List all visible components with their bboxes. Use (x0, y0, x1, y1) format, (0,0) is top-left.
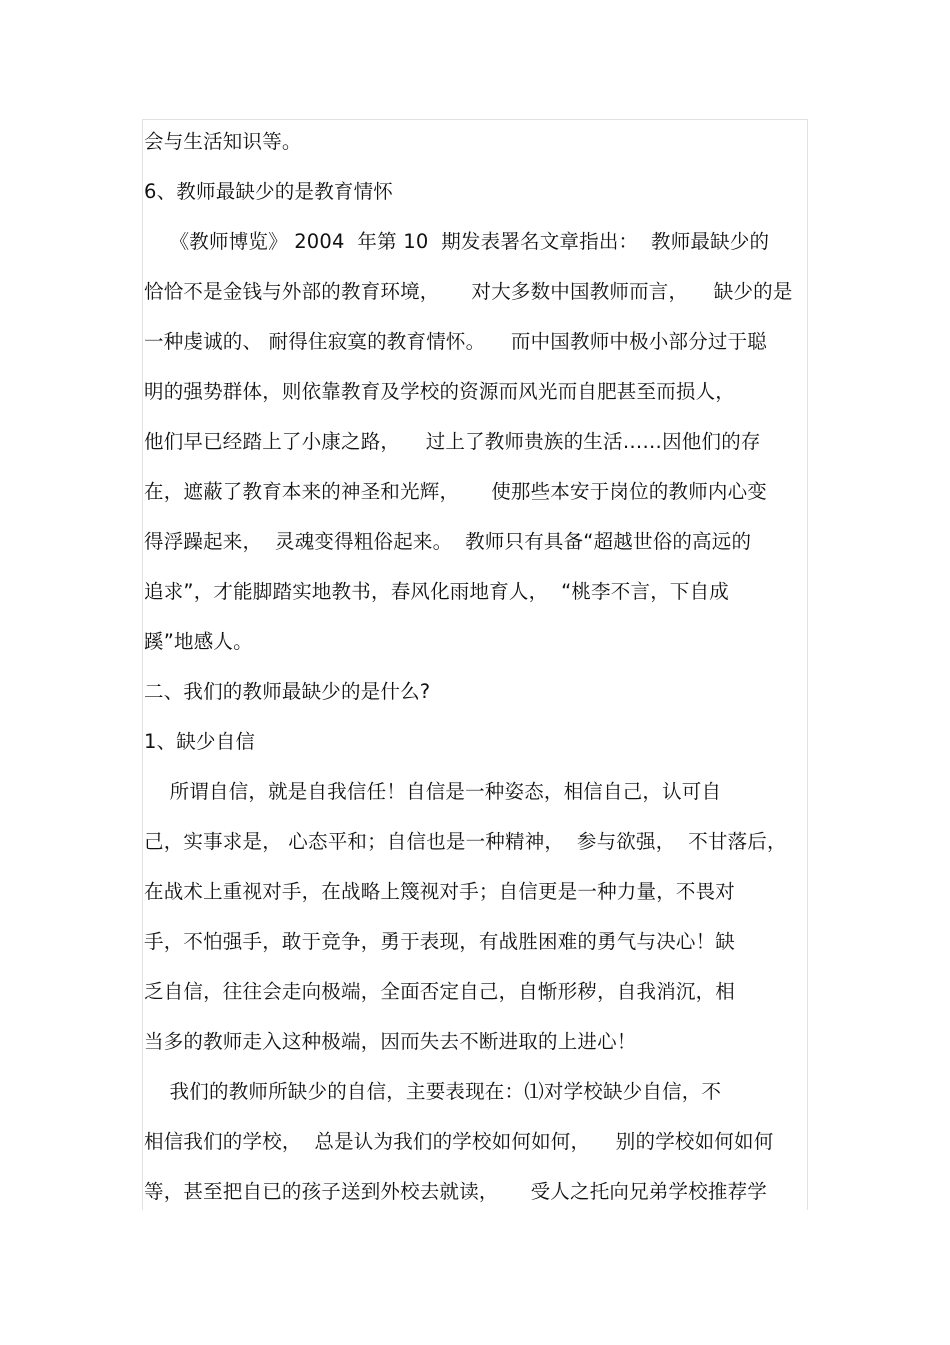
text-line: 他们早已经踏上了小康之路， 过上了教师贵族的生活……因他们的存 (144, 430, 761, 453)
section-heading: 6、教师最缺少的是教育情怀 (144, 180, 394, 203)
text-line: 《教师博览》 2004 年第 10 期发表署名文章指出： 教师最缺少的 (144, 230, 770, 253)
text-line: 会与生活知识等。 (144, 130, 302, 153)
text-line: 一种虔诚的、 耐得住寂寞的教育情怀。 而中国教师中极小部分过于聪 (144, 330, 767, 353)
section-heading: 二、我们的教师最缺少的是什么? (144, 680, 431, 703)
text-line: 手，不怕强手，敢于竞争，勇于表现，有战胜困难的勇气与决心！缺 (144, 930, 736, 953)
text-line: 恰恰不是金钱与外部的教育环境， 对大多数中国教师而言， 缺少的是 (144, 280, 793, 303)
section-heading: 1、缺少自信 (144, 730, 256, 753)
text-line: 追求”，才能脚踏实地教书，春风化雨地育人， “桃李不言，下自成 (144, 580, 730, 603)
text-line: 得浮躁起来， 灵魂变得粗俗起来。 教师只有具备“超越世俗的高远的 (144, 530, 752, 553)
text-line: 等，甚至把自已的孩子送到外校去就读， 受人之托向兄弟学校推荐学 (144, 1180, 767, 1203)
text-line: 相信我们的学校， 总是认为我们的学校如何如何， 别的学校如何如何 (144, 1130, 774, 1153)
text-line: 乏自信，往往会走向极端，全面否定自己，自惭形秽，自我消沉，相 (144, 980, 736, 1003)
text-line: 在战术上重视对手，在战略上篾视对手；自信更是一种力量，不畏对 (144, 880, 736, 903)
text-line: 我们的教师所缺少的自信，主要表现在：⑴对学校缺少自信，不 (144, 1080, 722, 1103)
text-line: 蹊”地感人。 (144, 630, 253, 653)
text-line: 所谓自信，就是自我信任！自信是一种姿态，相信自己，认可自 (144, 780, 722, 803)
text-line: 明的强势群体，则依靠教育及学校的资源而风光而自肥甚至而损人， (144, 380, 736, 403)
text-line: 在，遮蔽了教育本来的神圣和光辉， 使那些本安于岗位的教师内心变 (144, 480, 767, 503)
text-line: 当多的教师走入这种极端，因而失去不断进取的上进心！ (144, 1030, 637, 1053)
text-line: 己，实事求是， 心态平和；自信也是一种精神， 参与欲强， 不甘落后， (144, 830, 787, 853)
